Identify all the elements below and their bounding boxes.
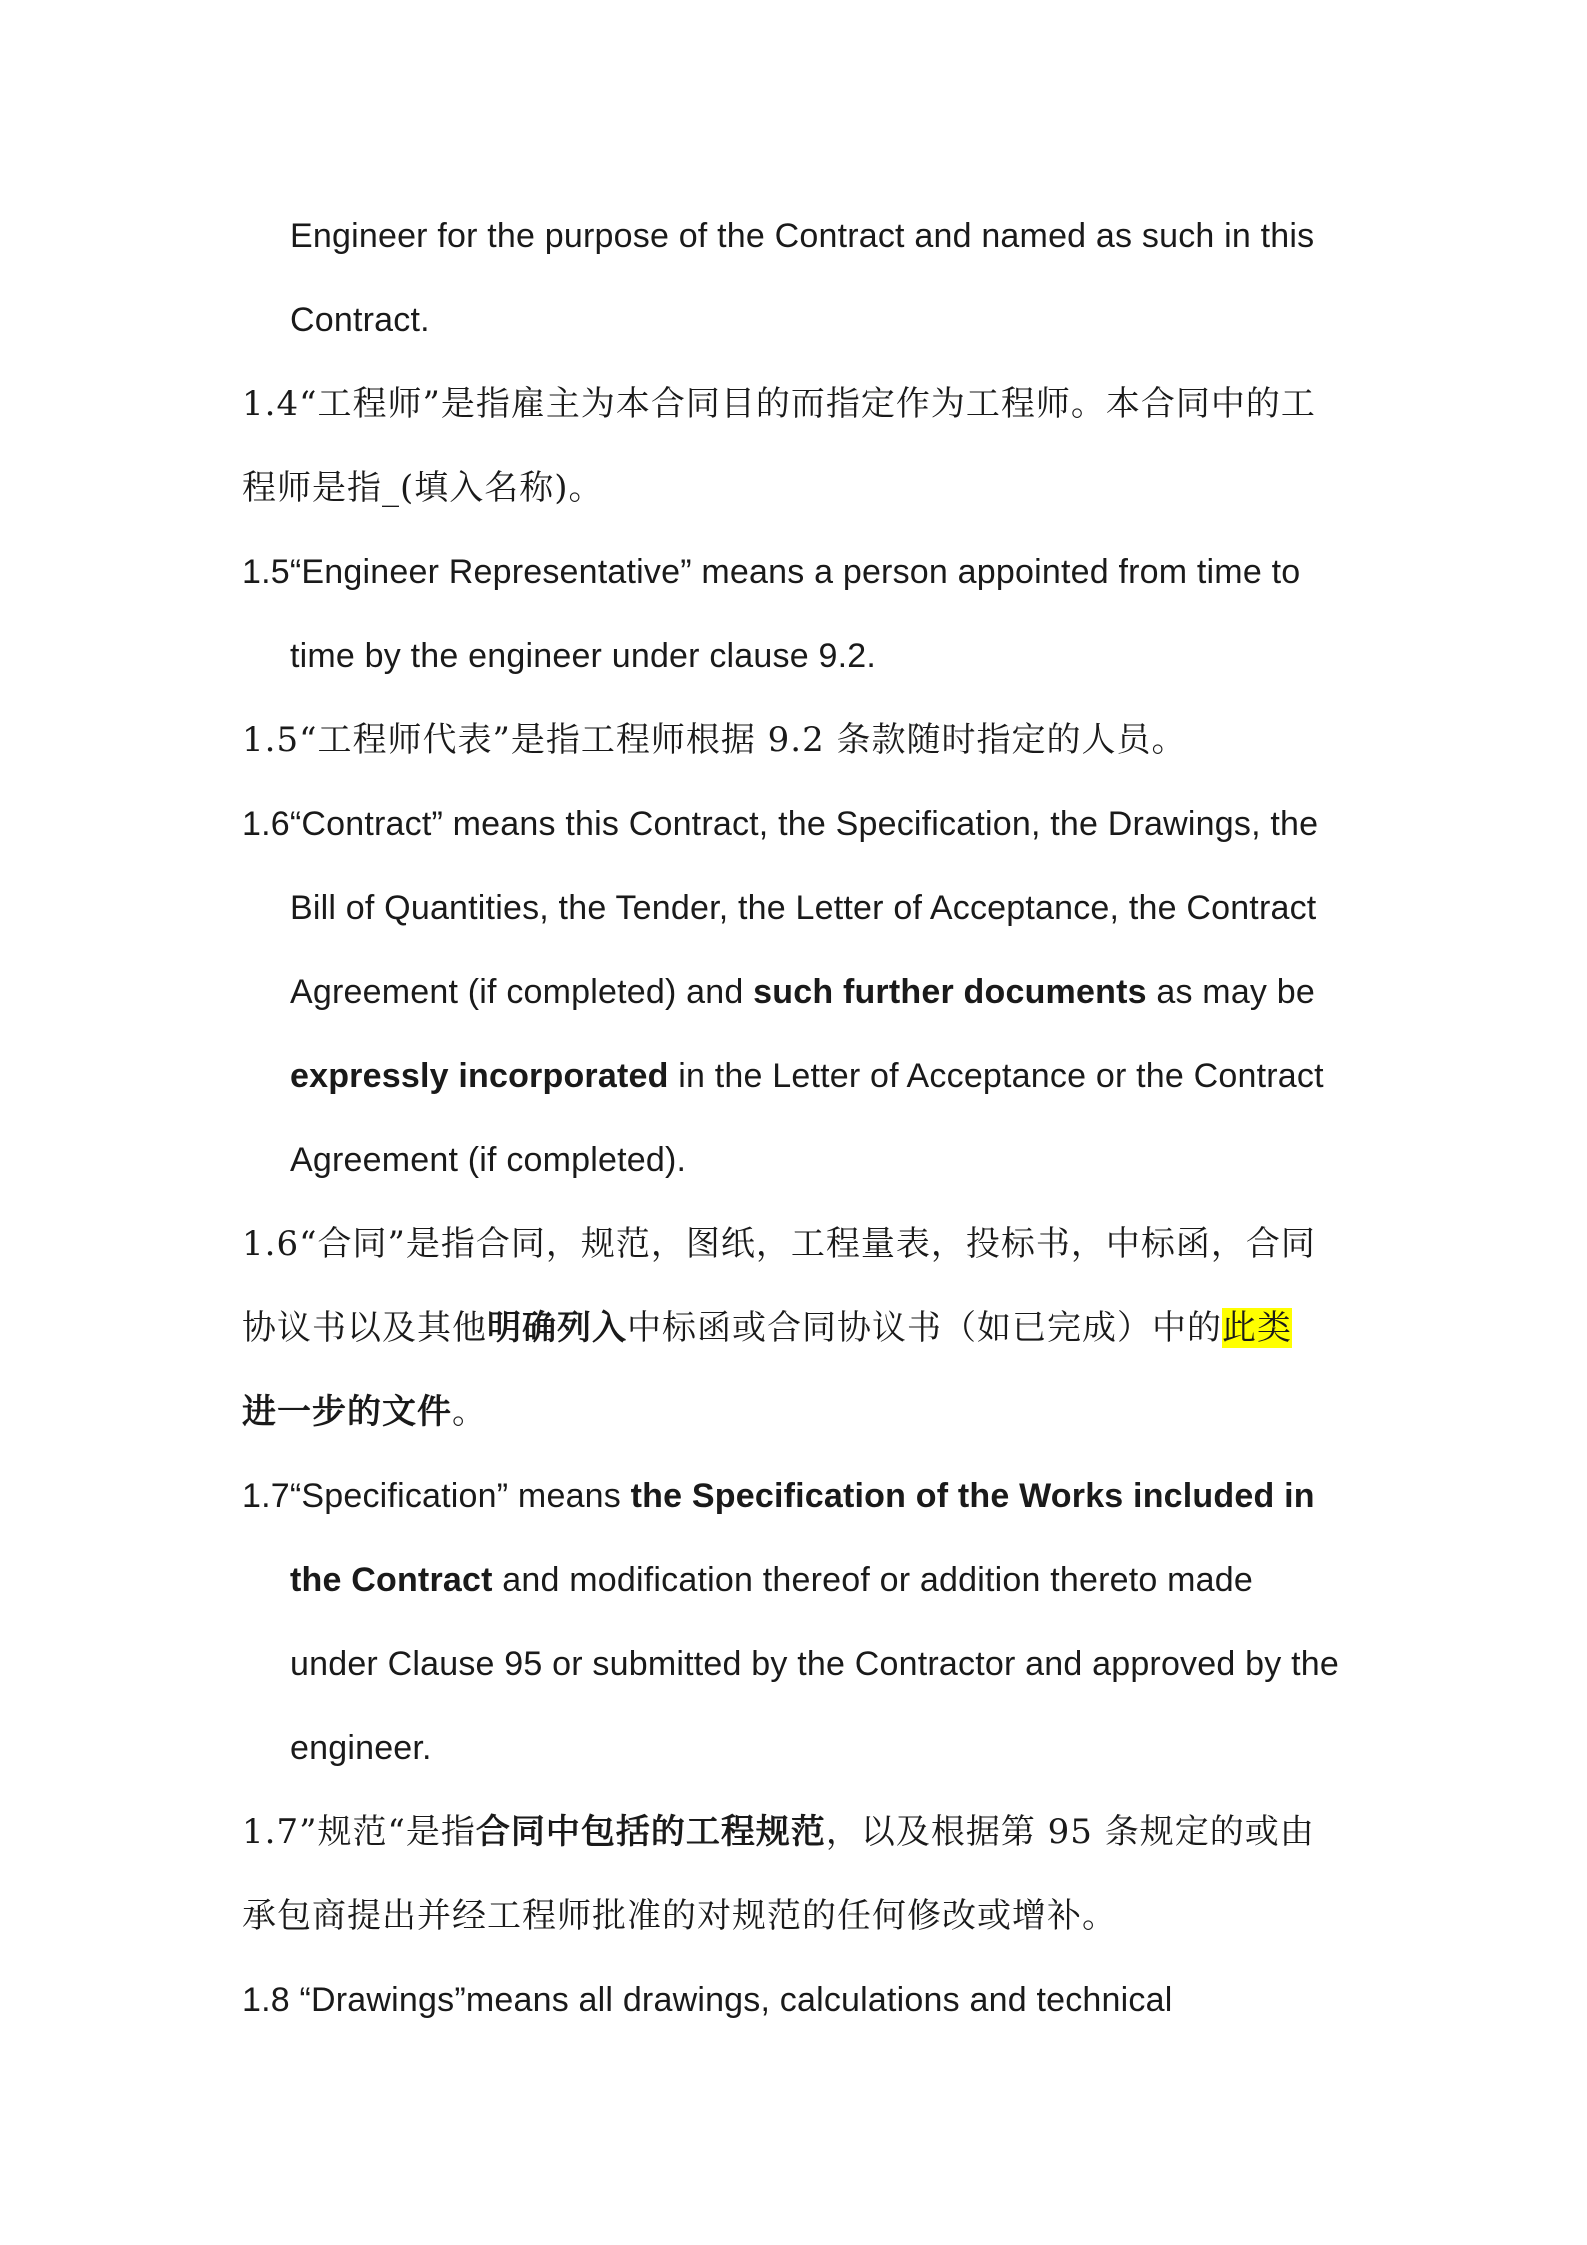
text-line — [290, 972, 1315, 1012]
text-line — [242, 1980, 1172, 2020]
text-line — [290, 300, 430, 340]
bold-text-segment: 明确列入 — [487, 1308, 627, 1348]
text-segment: time by the engineer under clause 9.2. — [290, 637, 876, 675]
text-segment: Bill of Quantities, the Tender, the Letter of Acceptance, the Contract — [290, 889, 1317, 927]
text-line — [242, 552, 1300, 592]
text-line — [290, 216, 1314, 256]
text-line — [290, 636, 876, 676]
text-segment: under Clause 95 or submitted by the Contractor and approved by the — [290, 1645, 1339, 1683]
text-segment: 1.4“工程师”是指雇主为本合同目的而指定作为工程师。本合同中的工 — [242, 384, 1316, 424]
text-segment: Agreement (if completed) and — [290, 973, 754, 1011]
bold-text-segment: such further documents — [753, 973, 1147, 1011]
text-segment: 程师是指_(填入名称)。 — [242, 468, 604, 508]
text-line — [242, 384, 1316, 424]
text-line — [290, 1728, 432, 1768]
text-line — [242, 1224, 1316, 1264]
text-line — [242, 720, 1187, 760]
text-line — [290, 1140, 686, 1180]
text-segment: 中标函或合同协议书（如已完成）中的 — [627, 1308, 1222, 1348]
text-line — [242, 1308, 1292, 1348]
bold-text-segment: 合同中包括的工程规范 — [475, 1812, 826, 1852]
bold-text-segment: the Specification of the Works included in — [630, 1477, 1315, 1515]
text-line — [242, 804, 1318, 844]
text-segment: ，以及根据第 95 条规定的或由 — [825, 1812, 1315, 1852]
text-segment: 。 — [452, 1392, 487, 1432]
text-line — [290, 1056, 1324, 1096]
text-line — [290, 1644, 1339, 1684]
text-segment: 1.5“Engineer Representative” means a person appointed from time to — [242, 553, 1301, 591]
text-line — [242, 1392, 487, 1432]
text-segment: 1.6“合同”是指合同，规范，图纸，工程量表，投标书，中标函，合同 — [242, 1224, 1316, 1264]
text-segment: 1.7”规范“是指 — [242, 1812, 476, 1852]
text-segment: Agreement (if completed). — [290, 1141, 687, 1179]
highlighted-text-segment: 此类 — [1222, 1308, 1292, 1348]
text-line — [242, 1812, 1315, 1852]
text-segment: 1.8 “Drawings”means all drawings, calculations and technical — [242, 1981, 1173, 2019]
text-segment: 1.5“工程师代表”是指工程师根据 9.2 条款随时指定的人员。 — [242, 720, 1187, 760]
text-line — [242, 468, 604, 508]
bold-text-segment: expressly incorporated — [290, 1057, 669, 1095]
text-segment: in the Letter of Acceptance or the Contract — [668, 1057, 1324, 1095]
text-line — [242, 1476, 1315, 1516]
text-segment: Engineer for the purpose of the Contract and named as such in this — [290, 217, 1315, 255]
text-segment: 协议书以及其他 — [242, 1308, 487, 1348]
text-line — [290, 888, 1316, 928]
text-segment: as may be — [1146, 973, 1316, 1011]
text-line — [242, 1896, 1117, 1936]
text-segment: engineer. — [290, 1729, 432, 1767]
text-segment: Contract. — [290, 301, 430, 339]
text-segment: and modification thereof or addition thereto made — [492, 1561, 1253, 1599]
text-line — [290, 1560, 1253, 1600]
bold-text-segment: 进一步的文件 — [242, 1392, 452, 1432]
text-segment: 承包商提出并经工程师批准的对规范的任何修改或增补。 — [242, 1896, 1117, 1936]
text-segment: 1.6“Contract” means this Contract, the Specification, the Drawings, the — [242, 805, 1319, 843]
text-segment: 1.7“Specification” means — [242, 1477, 631, 1515]
bold-text-segment: the Contract — [290, 1561, 493, 1599]
